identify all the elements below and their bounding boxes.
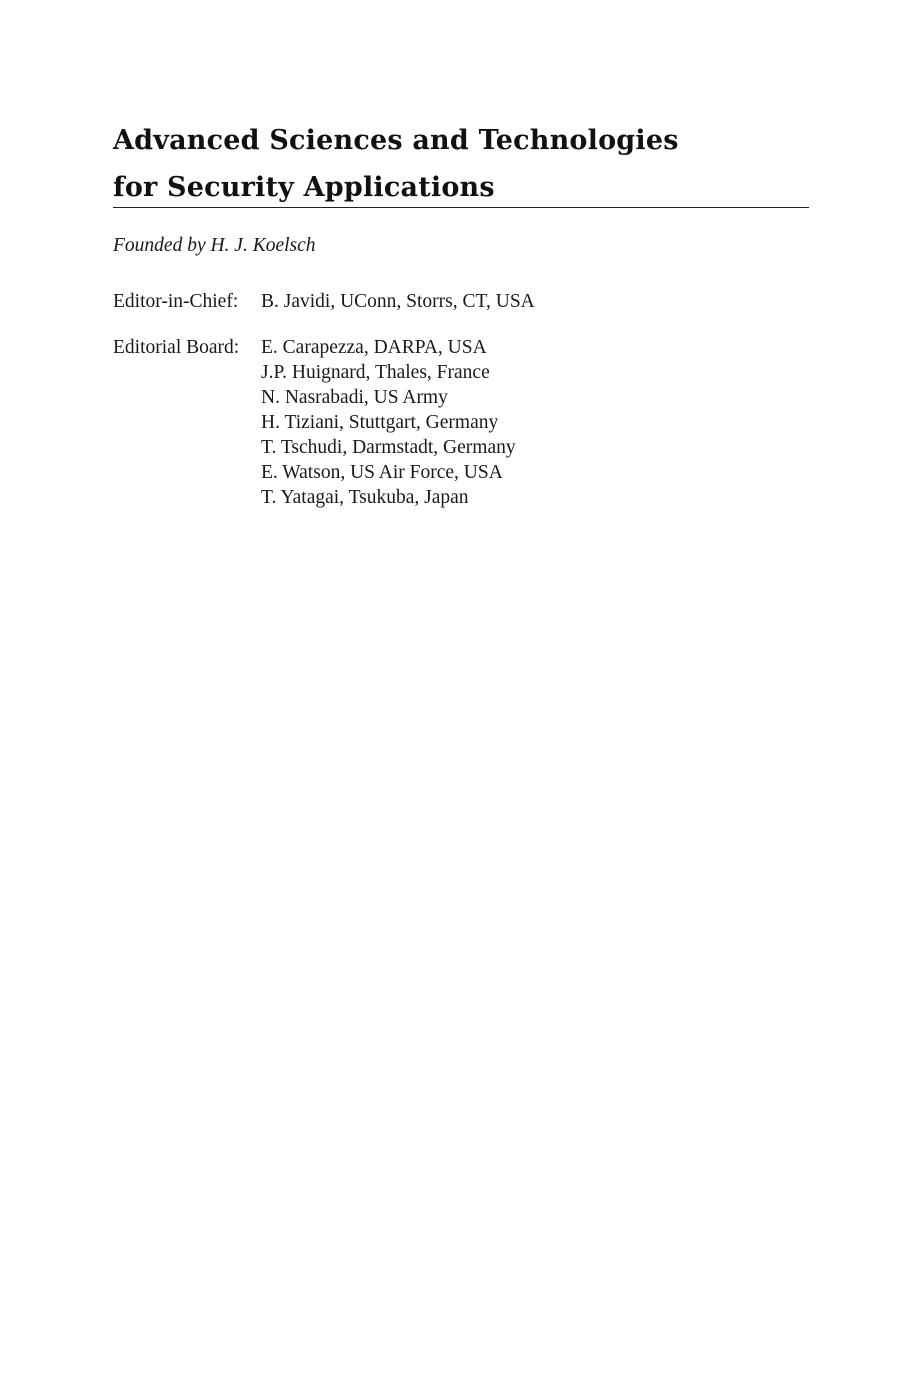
- board-member: E. Watson, US Air Force, USA: [261, 462, 503, 483]
- editorial-board-members: [261, 335, 516, 510]
- editor-in-chief-names: [261, 289, 535, 314]
- board-member: T. Yatagai, Tsukuba, Japan: [261, 487, 469, 508]
- series-title: [113, 117, 809, 211]
- founder-credit: Founded by H. J. Koelsch: [113, 235, 316, 256]
- editor-in-chief-label: Editor-in-Chief:: [113, 291, 239, 312]
- board-member: H. Tiziani, Stuttgart, Germany: [261, 412, 499, 433]
- editor-in-chief-name: B. Javidi, UConn, Storrs, CT, USA: [261, 291, 535, 312]
- board-member: T. Tschudi, Darmstadt, Germany: [261, 437, 516, 458]
- editorial-board-row: [113, 335, 535, 510]
- board-member: E. Carapezza, DARPA, USA: [261, 337, 487, 358]
- editors-block: [113, 289, 535, 510]
- board-member: J.P. Huignard, Thales, France: [261, 362, 490, 383]
- title-rule: [113, 207, 809, 208]
- series-title-line-2: for Security Applications: [113, 172, 495, 203]
- series-title-line-1: Advanced Sciences and Technologies: [113, 125, 679, 156]
- editor-in-chief-row: [113, 289, 535, 314]
- editorial-board-label: Editorial Board:: [113, 337, 240, 358]
- board-member: N. Nasrabadi, US Army: [261, 387, 448, 408]
